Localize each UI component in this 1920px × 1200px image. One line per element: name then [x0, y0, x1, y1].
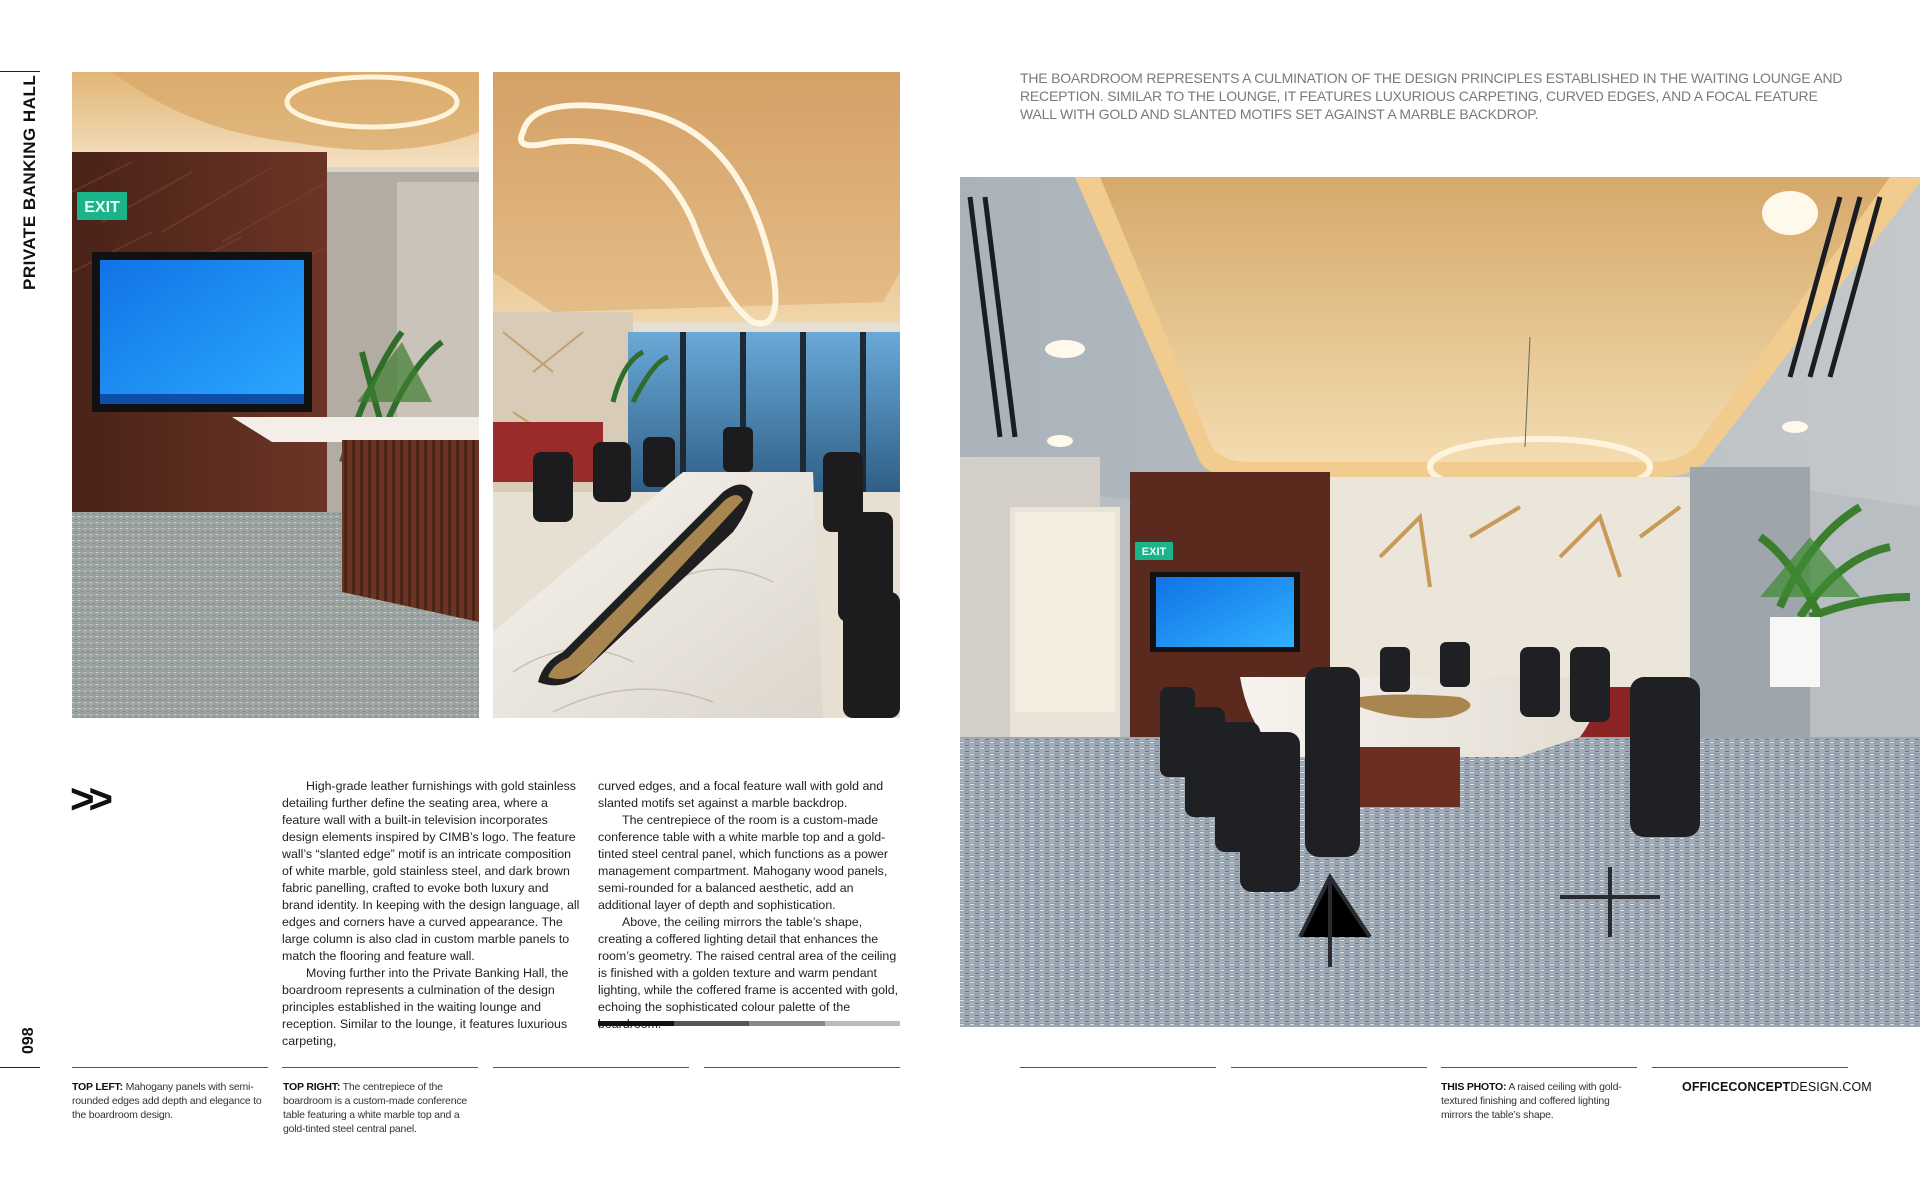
caption-label: TOP LEFT: [72, 1081, 123, 1093]
body-paragraph: Moving further into the Private Banking Hall, the boardroom represents a culmination of the design principles established in the waiting lounge and reception. Similar to the lounge, it features luxurious carpeting, [282, 966, 569, 1048]
footer-rule [704, 1067, 900, 1068]
exit-sign-text: EXIT [1141, 546, 1167, 558]
body-paragraph: The centrepiece of the room is a custom-made conference table with a white marble top and a gold-tinted steel central panel, which functions as a power management compartment. Mahogany wood panels, semi-rounded for a balanced aesthetic, add an additional layer of depth and sophistication. [598, 813, 888, 912]
site-url-bold: OFFICECONCEPT [1682, 1080, 1791, 1094]
caption-top-left [72, 1080, 268, 1122]
progress-segment [598, 1021, 674, 1026]
exit-sign-text: EXIT [84, 199, 120, 216]
footer-rule [1231, 1067, 1427, 1068]
site-url [1682, 1080, 1872, 1094]
section-label: PRIVATE BANKING HALL [20, 74, 39, 290]
caption-text: A raised ceiling with gold-textured finishing and coffered lighting mirrors the table’s shape. [1441, 1081, 1622, 1121]
body-column-2 [598, 778, 900, 1033]
footer-rule [1441, 1067, 1637, 1068]
footer-rule [282, 1067, 478, 1068]
footer-rule [493, 1067, 689, 1068]
continuation-chevrons-icon: >> [70, 775, 108, 822]
reading-progress-bar [598, 1021, 900, 1026]
caption-this-photo [1441, 1080, 1631, 1122]
progress-segment [825, 1021, 901, 1026]
body-paragraph: High-grade leather furnishings with gold stainless detailing further define the seating area, where a feature wall with a built-in television incorporates design elements inspired by CIMB’s logo. The feature wall’s “slanted edge” motif is an intricate composition of white marble, gold stainless steel, and dark brown fabric panelling, crafted to evoke both luxury and brand identity. In keeping with the design language, all edges and corners have a curved appearance. The large column is also clad in custom marble panels to match the flooring and feature wall. [282, 779, 580, 963]
footer-rule [1652, 1067, 1848, 1068]
progress-segment [674, 1021, 750, 1026]
footer-rule [1020, 1067, 1216, 1068]
top-left-rule [0, 71, 40, 72]
site-url-regular: DESIGN.COM [1790, 1080, 1872, 1094]
caption-label: THIS PHOTO: [1441, 1081, 1507, 1093]
caption-text: The centrepiece of the boardroom is a custom-made conference table featuring a white marble top and a gold-tinted steel central panel. [283, 1081, 468, 1135]
caption-text: Mahogany panels with semi-rounded edges add depth and elegance to the boardroom design. [72, 1081, 262, 1121]
progress-segment [749, 1021, 825, 1026]
body-column-1 [282, 778, 582, 1050]
intro-pull-text: THE BOARDROOM REPRESENTS A CULMINATION OF THE DESIGN PRINCIPLES ESTABLISHED IN THE WAITING LOUNGE AND RECEPTION. SIMILAR TO THE LOUNGE, IT FEATURES LUXURIOUS CARPETING, CURVED EDGES, AND A FOCAL FEATURE WALL WITH GOLD AND SLANTED MOTIFS SET AGAINST A MARBLE BACKDROP. [1020, 70, 1843, 122]
body-paragraph: curved edges, and a focal feature wall with gold and slanted motifs set against a marble backdrop. [598, 779, 884, 810]
bottom-left-rule [0, 1067, 40, 1068]
caption-top-right [283, 1080, 473, 1136]
photo-main-boardroom [960, 177, 1920, 1027]
photo-top-left-tv-wall [72, 72, 479, 718]
page-number: 098 [20, 1027, 37, 1054]
photo-top-right-conference-table [493, 72, 900, 718]
body-paragraph: Above, the ceiling mirrors the table’s shape, creating a coffered lighting detail that enhances the room’s geometry. The raised central area of the ceiling is finished with a golden texture and warm pendant lighting, while the coffered frame is accented with gold, echoing the sophisticated colour palette of the [598, 915, 899, 1014]
footer-rule [72, 1067, 268, 1068]
caption-label: TOP RIGHT: [283, 1081, 341, 1093]
